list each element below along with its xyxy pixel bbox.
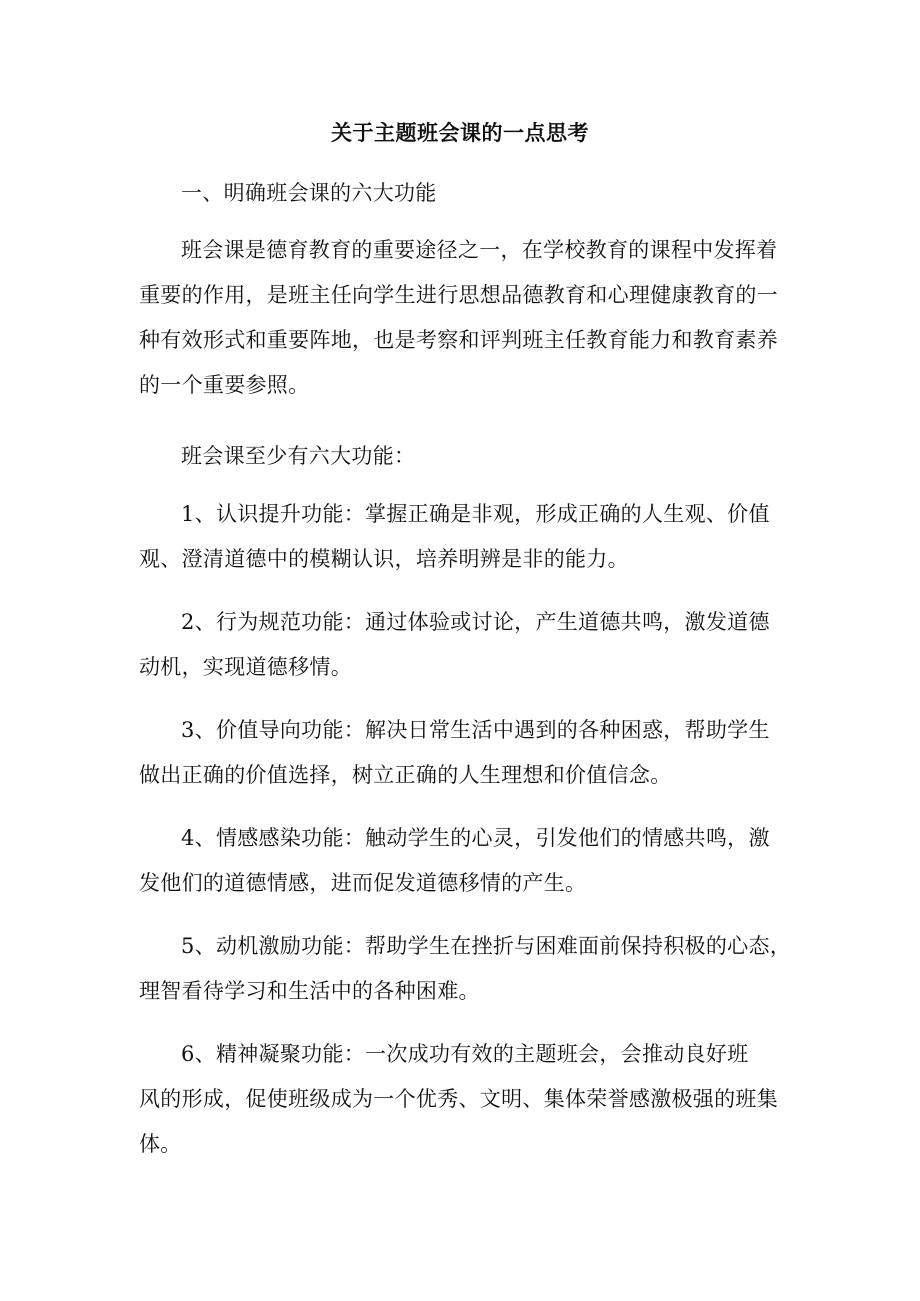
function-line: 观、澄清道德中的模糊认识，培养明辨是非的能力。 [139,547,629,571]
function-item-4 [139,816,787,906]
document-title: 关于主题班会课的一点思考 [331,120,589,145]
function-item-3 [139,708,787,798]
functions-intro-text: 班会课至少有六大功能： [181,444,416,468]
function-line: 4、情感感染功能：触动学生的心灵，引发他们的情感共鸣，激 [181,826,770,850]
function-line: 1、认识提升功能：掌握正确是非观，形成正确的人生观、价值 [181,502,770,526]
function-item-5 [139,924,792,1014]
intro-line: 重要的作用，是班主任向学生进行思想品德教育和心理健康教育的一 [139,283,778,307]
function-line: 动机，实现道德移情。 [139,655,352,679]
intro-paragraph [139,228,787,408]
section-heading [139,171,787,216]
function-item-2 [139,600,787,690]
function-line: 体。 [139,1132,182,1156]
function-item-1 [139,492,787,582]
intro-line: 种有效形式和重要阵地，也是考察和评判班主任教育能力和教育素养 [139,328,778,352]
function-line: 理智看待学习和生活中的各种困难。 [139,979,480,1003]
function-line: 发他们的道德情感，进而促发道德移情的产生。 [139,871,587,895]
function-line: 6、精神凝聚功能：一次成功有效的主题班会，会推动良好班 [181,1042,749,1066]
function-line: 做出正确的价值选择，树立正确的人生理想和价值信念。 [139,763,672,787]
function-line: 5、动机激励功能：帮助学生在挫折与困难面前保持积极的心态， [181,934,792,958]
intro-line: 的一个重要参照。 [139,373,310,397]
intro-line: 班会课是德育教育的重要途径之一，在学校教育的课程中发挥着 [181,238,778,262]
function-line: 3、价值导向功能：解决日常生活中遇到的各种困惑，帮助学生 [181,718,770,742]
function-line: 2、行为规范功能：通过体验或讨论，产生道德共鸣，激发道德 [181,610,770,634]
functions-intro [139,434,787,479]
function-item-6 [139,1032,787,1167]
section-heading-text: 一、明确班会课的六大功能 [181,181,437,205]
function-line: 风的形成，促使班级成为一个优秀、文明、集体荣誉感激极强的班集 [139,1087,778,1111]
